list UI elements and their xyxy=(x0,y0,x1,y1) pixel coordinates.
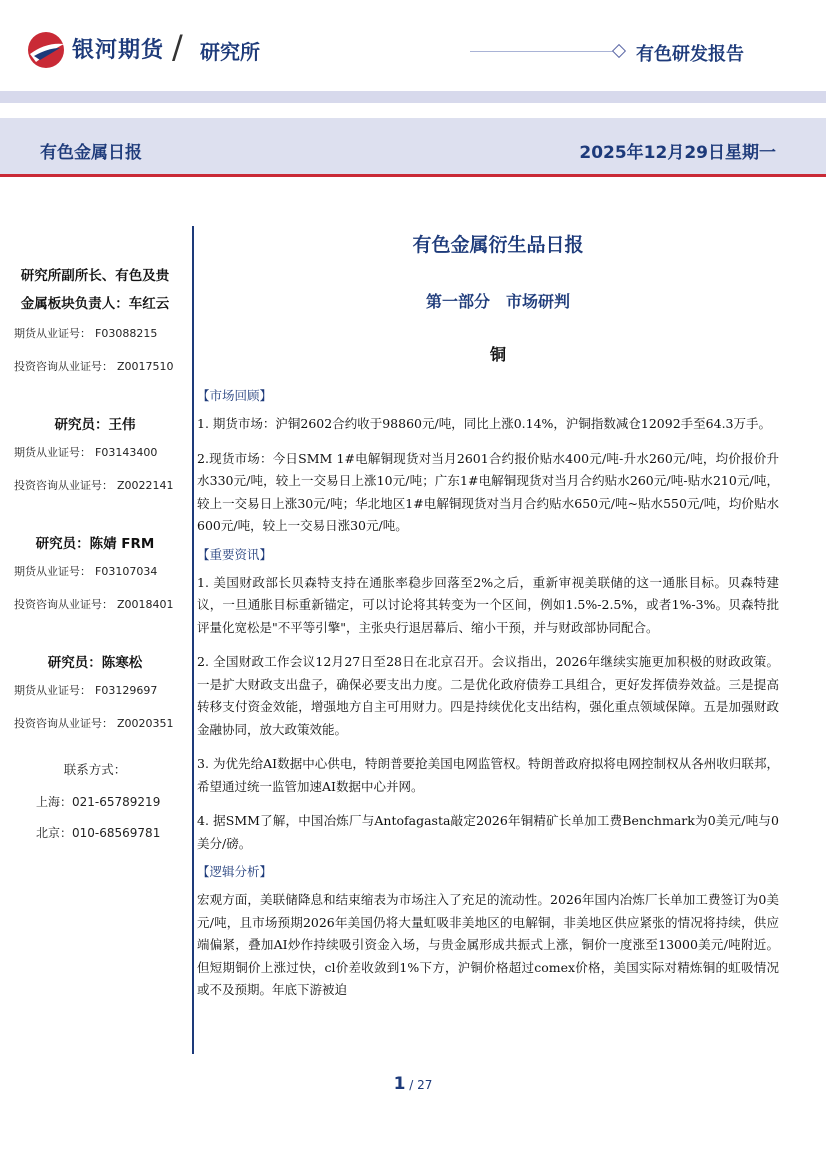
futures-license-number: F03143400 xyxy=(95,446,158,459)
main-content xyxy=(197,225,779,1002)
futures-license-number: F03107034 xyxy=(95,565,158,578)
advisory-license-number: Z0022141 xyxy=(117,479,174,492)
analyst-title: 研究员：陈婧 FRM xyxy=(35,536,155,552)
analyst-title: 研究员：陈寒松 xyxy=(47,655,143,671)
futures-license-number: F03129697 xyxy=(95,684,158,697)
advisory-license-label: 投资咨询从业证号： xyxy=(14,360,113,373)
advisory-license xyxy=(0,359,190,375)
contact-city: 北京： xyxy=(36,826,73,840)
paragraph: 4. 据SMM了解，中国冶炼厂与Antofagasta敲定2026年铜精矿长单加工费Benchmark为0美元/吨与0美分/磅。 xyxy=(197,813,779,851)
advisory-license xyxy=(0,478,190,494)
page-separator: / xyxy=(405,1078,418,1092)
contact-beijing xyxy=(0,825,190,841)
report-date: 2025年12月29日星期一 xyxy=(579,143,776,163)
report-type: 有色研发报告 xyxy=(636,44,744,65)
header-band xyxy=(0,91,826,103)
section-heading: 【重要资讯】 xyxy=(197,546,273,562)
paragraph: 3. 为优先给AI数据中心供电，特朗普要抢美国电网监管权。特朗普政府拟将电网控制权从各州收归联邦，希望通过统一监管加速AI数据中心并网。 xyxy=(197,756,779,794)
contact-title: 联系方式： xyxy=(63,762,127,777)
current-page: 1 xyxy=(393,1074,406,1094)
advisory-license-label: 投资咨询从业证号： xyxy=(14,598,113,611)
advisory-license-label: 投资咨询从业证号： xyxy=(14,717,113,730)
analyst-title: 金属板块负责人：车红云 xyxy=(20,296,170,312)
diamond-icon xyxy=(612,44,626,58)
brand-name: 银河期货 xyxy=(72,38,165,63)
futures-license xyxy=(0,326,190,342)
futures-license xyxy=(0,564,190,580)
analyst-title: 研究员：王伟 xyxy=(54,417,136,433)
page-number xyxy=(0,1074,826,1094)
futures-license-label: 期货从业证号： xyxy=(14,565,91,578)
futures-license-label: 期货从业证号： xyxy=(14,327,91,340)
analyst-block xyxy=(0,530,190,613)
contact-block xyxy=(0,762,190,841)
advisory-license-label: 投资咨询从业证号： xyxy=(14,479,113,492)
part-title: 第一部分 市场研判 xyxy=(425,292,570,311)
contact-shanghai xyxy=(0,794,190,810)
brand-slash: / xyxy=(172,28,183,66)
paragraph: 2.现货市场：今日SMM 1#电解铜现货对当月2601合约报价贴水400元/吨-升水260元/吨，均价报价升水330元/吨，较上一交易日上涨10元/吨；广东1#电解铜现货对当月合约贴水260元/吨-贴水210元/吨，较上一交易日上涨30元/吨；华北地区1#电解铜现货对当月合约贴水650元/吨~贴水550元/吨，均价贴水600元/吨，较上一交易日涨30元/吨。 xyxy=(197,450,779,533)
futures-license xyxy=(0,683,190,699)
futures-license-label: 期货从业证号： xyxy=(14,446,91,459)
analyst-block xyxy=(0,262,190,375)
advisory-license-number: Z0018401 xyxy=(117,598,174,611)
galaxy-logo-icon xyxy=(26,30,66,70)
institute-name: 研究所 xyxy=(200,40,260,64)
futures-license-label: 期货从业证号： xyxy=(14,684,91,697)
contact-phone: 021-65789219 xyxy=(72,795,161,809)
analyst-title: 研究所副所长、有色及贵 xyxy=(20,268,170,284)
futures-license xyxy=(0,445,190,461)
section-heading: 【逻辑分析】 xyxy=(197,864,273,879)
paragraph: 1. 期货市场：沪铜2602合约收于98860元/吨，同比上涨0.14%，沪铜指数减仓12092手至64.3万手。 xyxy=(197,416,771,431)
contact-phone: 010-68569781 xyxy=(72,826,161,840)
advisory-license xyxy=(0,716,190,732)
paragraph: 2. 全国财政工作会议12月27日至28日在北京召开。会议指出，2026年继续实施更加积极的财政政策。一是扩大财政支出盘子，确保必要支出力度。二是优化政府债券工具组合，更好发挥债券效益。三是提高转移支付资金效能，增强地方自主可用财力。四是持续优化支出结构，强化重点领域保障。五是加强财政金融协同，放大政策效能。 xyxy=(197,654,779,737)
futures-license-number: F03088215 xyxy=(95,327,158,340)
paragraph: 宏观方面，美联储降息和结束缩表为市场注入了充足的流动性。2026年国内冶炼厂长单加工费签订为0美元/吨，且市场预期2026年美国仍将大量虹吸非美地区的电解铜，非美地区供应紧张的情况将持续，供应端偏紧，叠加AI炒作持续吸引资金入场，与贵金属形成共振式上涨，铜价一度涨至13000美元/吨附近。但短期铜价上涨过快，cl价差收敛到1%下方，沪铜价格超过comex价格，美国实际对精炼铜的虹吸情况或不及预期。年底下游被迫 xyxy=(197,892,779,997)
top-header xyxy=(0,0,826,100)
section-heading: 【市场回顾】 xyxy=(197,388,273,403)
paragraph: 1. 美国财政部长贝森特支持在通胀率稳步回落至2%之后，重新审视美联储的这一通胀目标。贝森特建议，一旦通胀目标重新锚定，可以讨论将其转变为一个区间，例如1.5%-2.5%，或者1%-3%。贝森特批评量化宽松是"不平等引擎"，主张央行退居幕后、缩小干预，并与财政部协同配合。 xyxy=(197,574,779,635)
report-series-title: 有色金属日报 xyxy=(40,143,142,163)
document-title: 有色金属衍生品日报 xyxy=(412,234,584,256)
sub-header-rule xyxy=(0,174,826,177)
advisory-license-number: Z0020351 xyxy=(117,717,174,730)
analyst-block xyxy=(0,649,190,732)
analyst-block xyxy=(0,411,190,494)
analyst-sidebar xyxy=(0,262,190,841)
advisory-license xyxy=(0,597,190,613)
metal-title: 铜 xyxy=(489,345,506,364)
sidebar-divider xyxy=(192,226,194,1054)
total-pages: 27 xyxy=(417,1078,433,1092)
header-rule xyxy=(470,51,620,52)
contact-city: 上海： xyxy=(36,795,73,809)
advisory-license-number: Z0017510 xyxy=(117,360,174,373)
